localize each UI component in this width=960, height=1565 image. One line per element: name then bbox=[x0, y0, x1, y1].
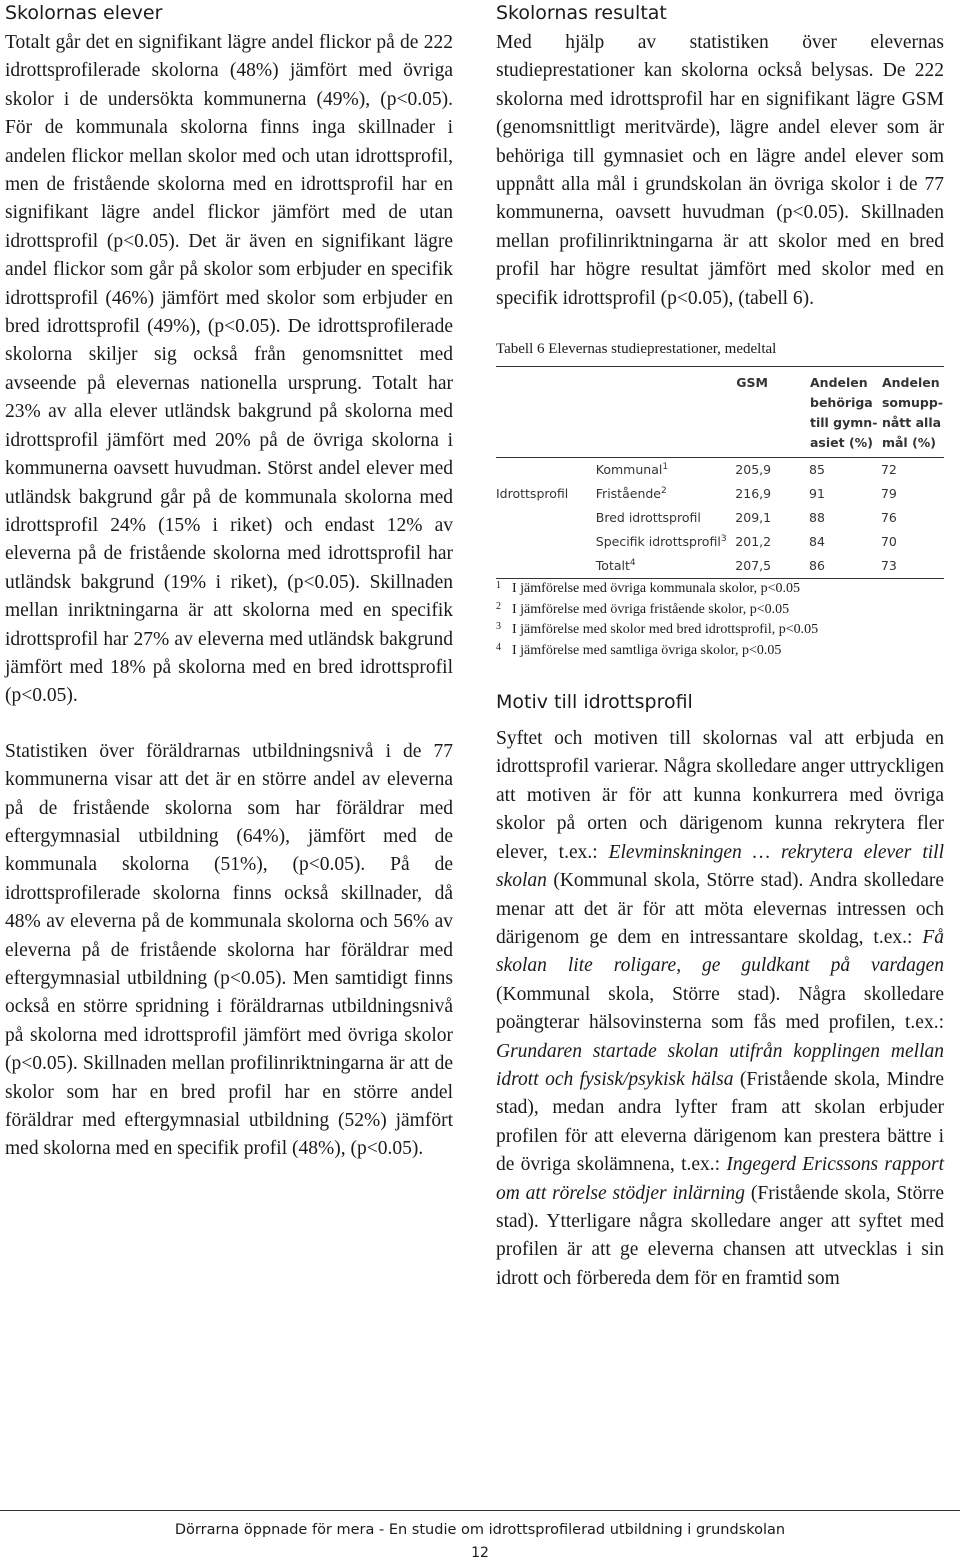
footnote: 4 I jämförelse med samtliga övriga skolor, p<0.05 bbox=[496, 641, 782, 658]
group-cell bbox=[496, 554, 596, 579]
gsm-cell: 209,1 bbox=[735, 510, 772, 526]
header-gsm: GSM bbox=[735, 367, 809, 458]
row-label: Specifik idrottsprofil$^3$ bbox=[595, 533, 727, 550]
uppnatt-cell: 73 bbox=[881, 554, 944, 579]
header-uppnatt: Andelen somupp- nått alla mål (%) bbox=[881, 367, 944, 458]
behoriga-cell: 91 bbox=[809, 486, 825, 502]
quote: Elevminskningen … rekrytera elever till skolan bbox=[496, 841, 945, 892]
footer-title: Dörrarna öppnade för mera - En studie om idrottsprofilerad utbildning i grundskolan bbox=[174, 1522, 786, 1538]
table-caption: Tabell 6 Elevernas studieprestationer, medeltal bbox=[496, 341, 944, 367]
behoriga-cell: 88 bbox=[809, 510, 825, 526]
behoriga-cell: 86 bbox=[809, 554, 881, 579]
table-row bbox=[496, 482, 944, 506]
quote: Ingegerd Ericssons rapport om att rörelse stödjer inlärning bbox=[496, 1154, 944, 1204]
row-label: Totalt$^4$ bbox=[596, 554, 736, 579]
section-heading-motiv: Motiv till idrottsprofil bbox=[496, 691, 693, 714]
page-number: 12 bbox=[471, 1545, 489, 1561]
group-cell bbox=[496, 458, 596, 483]
row-label: Fristående$^2$ bbox=[595, 485, 667, 502]
paragraph-foraldrar: Statistiken över föräldrarnas utbildningsnivå i de 77 kommunerna visar att det är en större andel av eleverna på de fristående skolorna som har föräldrar med eftergymnasial utbildning (64%), jämfört med de kommunala skolorna (51%), (p<0.05). På de idrottsprofilerade skolorna finns också skillnader, då 48% av eleverna på de kommunala skolorna och 56% av eleverna på de fristående skolorna har föräldrar med eftergymnasial utbildning (p<0.05). Men samtidigt finns också en större spridning i föräldrarnas utbildningsnivå på skolorna med idrottsprofil jämfört med övriga skolor (p<0.05). Skillnaden mellan profilinriktningarna är att de skolor som har en bred profil har en större andel föräldrar med eftergymnasial utbildning (52%) jämfört med skolorna med en specifik profil (48%), (p<0.05). bbox=[5, 740, 453, 1160]
results-table bbox=[496, 367, 944, 579]
group-cell bbox=[496, 506, 596, 530]
behoriga-cell: 84 bbox=[809, 534, 825, 550]
table-row bbox=[496, 506, 944, 530]
table-header-row bbox=[496, 367, 944, 458]
uppnatt-cell: 72 bbox=[880, 462, 897, 478]
group-cell bbox=[496, 530, 596, 554]
gsm-cell: 216,9 bbox=[735, 486, 772, 502]
left-column bbox=[5, 0, 453, 1164]
gsm-cell: 201,2 bbox=[735, 534, 772, 550]
header-empty-2 bbox=[596, 367, 736, 458]
uppnatt-cell: 70 bbox=[880, 534, 897, 550]
paragraph-elever: Totalt går det en signifikant lägre andel flickor på de 222 idrottsprofilerade skolorna (48%) jämfört med övriga skolor i de undersökta kommunerna (49%), (p<0.05). För de kommunala skolorna finns inga skillnader i andelen flickor mellan skolor med och utan idrottsprofil, men de fristående skolorna med en idrottsprofil har en signifikant lägre andel flickor jämfört med de utan idrottsprofil (p<0.05). Det är även en signifikant lägre andel flickor som går på skolor som erbjuder en specifik idrottsprofil (46%) jämfört med skolor som erbjuder en bred idrottsprofil (49%), (p<0.05). De idrottsprofilerade skolorna skiljer sig också från genomsnittet med avseende på elevernas nationella ursprung. Totalt har 23% av alla elever utländsk bakgrund på skolorna med idrottsprofil jämfört med 20% på de övriga skolorna i kommunerna oavsett huvudman. Störst andel elever med utländsk bakgrund går på de kommunala skolorna med idrottsprofil 24% (15% i riket) och endast 12% av eleverna på de fristående skolorna med idrottsprofil har utländsk bakgrund (19% i riket), (p<0.05). Skillnaden mellan inriktningarna är att skolorna med en specifik idrottsprofil har 27% av eleverna med utländsk bakgrund jämfört med 18% på skolorna med en bred idrottsprofil (p<0.05). bbox=[5, 32, 453, 707]
uppnatt-cell: 76 bbox=[880, 510, 897, 526]
row-label: Bred idrottsprofil bbox=[595, 510, 701, 526]
gsm-cell: 207,5 bbox=[735, 554, 809, 579]
right-column bbox=[496, 0, 944, 1293]
gsm-cell: 205,9 bbox=[735, 462, 772, 478]
table-footnotes bbox=[496, 579, 944, 661]
table-row bbox=[496, 458, 944, 483]
footnote: 1 I jämförelse med övriga kommunala skolor, p<0.05 bbox=[496, 580, 801, 597]
footnote: 2 I jämförelse med övriga fristående skolor, p<0.05 bbox=[496, 600, 790, 617]
paragraph-motiv: Syftet och motiven till skolornas val att erbjuda en idrottsprofil varierar. Några skolledare anger uttryckligen att motiven är för att kunna konkurrera med övriga skolor på orten och därigenom kunna rekrytera fler elever, t.ex.: Elevminskningen … rekrytera elever till skolan (Kommunal skola, Större stad). Andra skolledare menar att det är för att möta elevernas intressen och därigenom ge dem en intressantare skoldag, t.ex.: Få skolan lite roligare, ge guldkant på vardagen (Kommunal skola, Större stad). Några skolledare poängterar hälsovinsterna som fås med profilen, t.ex.: Grundaren startade skolan utifrån kopplingen mellan idrott och fysisk/psykisk hälsa (Fristående skola, Mindre stad), medan andra lyfter fram att skolan erbjuder profilen för att eleverna därigenom kan prestera bättre i de övriga skolämnena, t.ex.: Ingegerd Ericssons rapport om att rörelse stödjer inlärning (Fristående skola, Större stad). Ytterligare några skolledare anger att syftet med profilen är att ge eleverna chansen att utvecklas i sin idrott och förbereda dem för en framtid som bbox=[496, 728, 945, 1289]
paragraph-resultat: Med hjälp av statistiken över elevernas studieprestationer kan skolorna också belysas. De 222 skolorna med idrottsprofil har en signifikant lägre GSM (genomsnittligt meritvärde), lägre andel elever som är behöriga till gymnasiet och en lägre andel elever som uppnått alla mål i grundskolan än övriga skolor i de 77 kommunerna, oavsett huvudman (p<0.05). Skillnaden mellan profilinriktningarna är att skolor med en bred profil har högre resultat jämfört med skolor med en specifik idrottsprofil (p<0.05), (tabell 6). bbox=[496, 32, 944, 309]
group-label: Idrottsprofil bbox=[496, 486, 569, 502]
table-row bbox=[496, 530, 944, 554]
quote: Få skolan lite roligare, ge guldkant på vardagen bbox=[496, 926, 944, 977]
row-label: Kommunal$^1$ bbox=[595, 461, 669, 478]
section-heading-skolornas-resultat: Skolornas resultat bbox=[496, 2, 667, 24]
footer-divider bbox=[0, 1510, 960, 1511]
section-heading-skolornas-elever: Skolornas elever bbox=[5, 2, 163, 24]
header-behoriga: Andelen behöriga till gymn- asiet (%) bbox=[809, 367, 881, 458]
uppnatt-cell: 79 bbox=[880, 486, 897, 502]
table-row bbox=[496, 554, 944, 579]
header-empty-1 bbox=[496, 367, 596, 458]
behoriga-cell: 85 bbox=[809, 462, 825, 478]
footnote: 3 I jämförelse med skolor med bred idrottsprofil, p<0.05 bbox=[496, 621, 819, 638]
quote: Grundaren startade skolan utifrån kopplingen mellan idrott och fysisk/psykisk hälsa bbox=[496, 1040, 944, 1090]
